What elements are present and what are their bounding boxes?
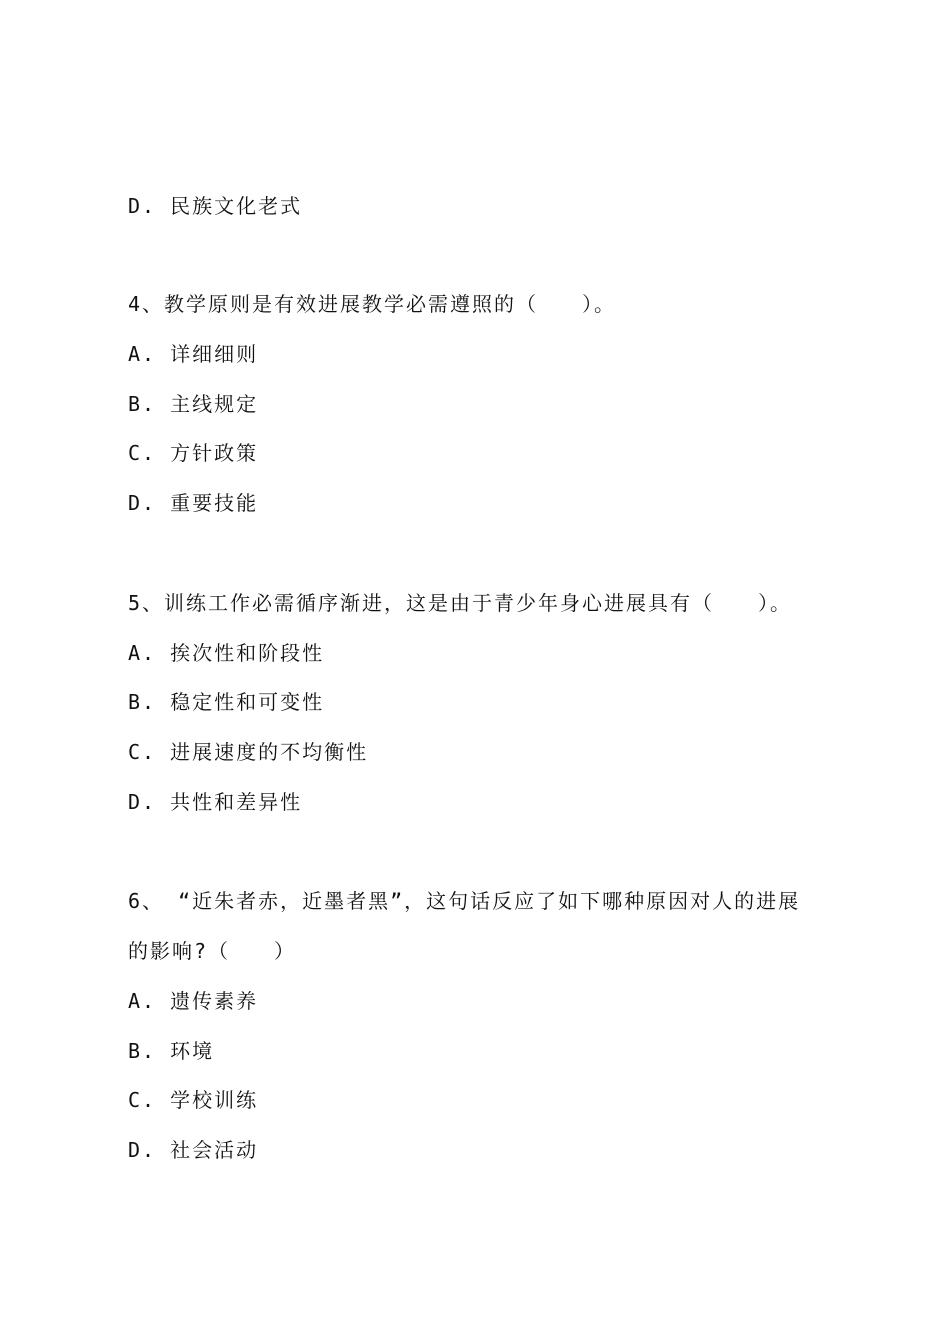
q6-stem-line-1: 6、 “近朱者赤，近墨者黑”，这句话反应了如下哪种原因对人的进展: [128, 889, 801, 913]
q4-option-c: C. 方针政策: [128, 441, 259, 465]
q4-option-b: B. 主线规定: [128, 392, 259, 416]
q4-option-a: A. 详细细则: [128, 342, 259, 366]
q5-option-a: A. 挨次性和阶段性: [128, 641, 325, 665]
q6-option-a: A. 遗传素养: [128, 989, 259, 1013]
q6-option-d: D. 社会活动: [128, 1138, 259, 1162]
q6-stem-line-2: 的影响?（ ）: [128, 939, 297, 963]
q5-option-c: C. 进展速度的不均衡性: [128, 740, 369, 764]
q5-option-b: B. 稳定性和可变性: [128, 690, 325, 714]
q6-option-c: C. 学校训练: [128, 1088, 259, 1112]
q4-stem: 4、教学原则是有效进展教学必需遵照的（ ）。: [128, 292, 617, 316]
q5-option-d: D. 共性和差异性: [128, 790, 303, 814]
q5-stem: 5、训练工作必需循序渐进，这是由于青少年身心进展具有（ ）。: [128, 591, 793, 615]
q6-option-b: B. 环境: [128, 1039, 215, 1063]
q3-option-d: D. 民族文化老式: [128, 194, 303, 218]
q4-option-d: D. 重要技能: [128, 491, 259, 515]
